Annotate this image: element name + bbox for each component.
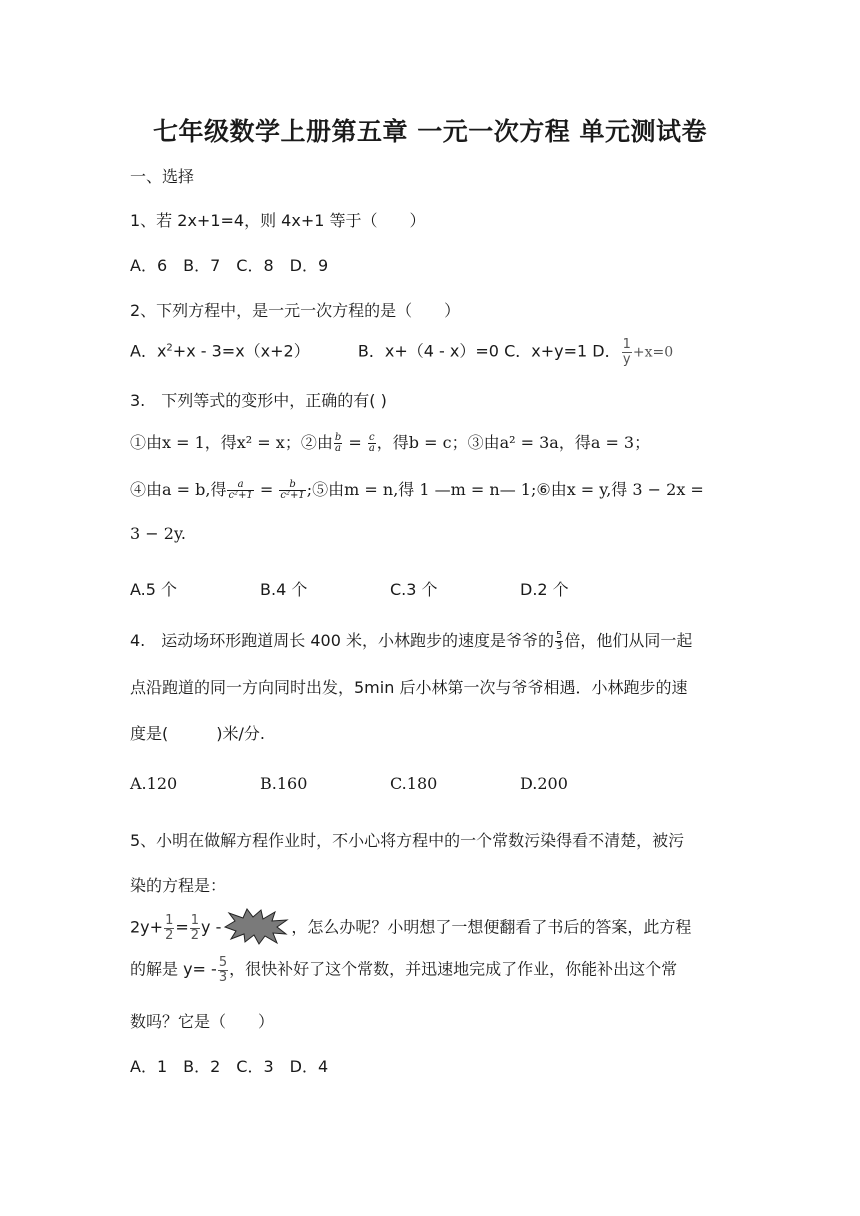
option-a-exponent: 2: [166, 342, 173, 354]
question-5-line-5: 数吗？它是（ ）: [130, 1012, 275, 1031]
option-c: C.3 个: [390, 580, 438, 599]
option-a-rest: +x - 3=x（x+2）: [172, 341, 310, 361]
question-1-stem: 1、若 2x+1=4，则 4x+1 等于（ ）: [130, 211, 426, 230]
option-b: B．x+（4 - x）=0: [357, 341, 499, 361]
option-d-prefix: D．: [592, 341, 621, 361]
question-5-line-2: 染的方程是：: [130, 876, 227, 895]
question-2-options: [130, 338, 673, 366]
option-a: A.120: [130, 774, 178, 793]
question-5-options: A．1 B．2 C．3 D．4: [130, 1057, 329, 1076]
option-d: D.200: [520, 774, 568, 793]
question-4-options: [130, 774, 568, 793]
fraction-b-over-c2: $\frac{b}{\text{c²+1}}$: [280, 478, 305, 501]
section-heading: 一、选择: [130, 167, 195, 186]
question-3-stem: 3. 下列等式的变形中，正确的有( ): [130, 391, 387, 410]
option-b: B.4 个: [260, 580, 308, 599]
question-4-line-1: 4. 运动场环形跑道周长 400 米，小林跑步的速度是爷爷的 $\frac{5}{3}$ 倍，他们从同一起: [130, 629, 693, 652]
page-title: 七年级数学上册第五章 一元一次方程 单元测试卷: [153, 117, 707, 146]
fraction-1-over-2-left: $\frac{1}{2}$: [165, 912, 174, 943]
question-3-line-2: ④由a = b,得 $\frac{a}{\text{c²+1}}$ = $\frac{b}{\text{c²+1}}$ ;⑤由m = n,得 1 —m = n— 1;⑥由x = y,得 3 − 2x =: [130, 478, 704, 501]
fraction-c-over-a: $\frac{c}{a}$: [368, 431, 375, 454]
question-2-stem: 2、下列方程中，是一元一次方程的是（ ）: [130, 301, 461, 320]
fraction-b-over-a: $\frac{b}{a}$: [334, 431, 342, 454]
question-5-line-4: 的解是 y= - $\frac{5}{3}$ ，很快补好了这个常数，并迅速地完成了作业，你能补出这个常: [130, 955, 678, 985]
ink-blot-icon: [223, 907, 289, 949]
question-4-line-2: 点沿跑道的同一方向同时出发，5min 后小林第一次与爷爷相遇．小林跑步的速: [130, 678, 688, 697]
option-c: C．x+y=1: [504, 341, 588, 361]
question-3-options: [130, 577, 569, 600]
option-d: D.2 个: [520, 580, 569, 599]
fraction-1-over-2-right: $\frac{1}{2}$: [190, 912, 200, 943]
fraction-5-over-3: $\frac{5}{3}$: [555, 629, 563, 652]
question-3-line-1: ①由x = 1，得x² = x；②由 $\frac{b}{a}$ = $\frac{c}{a}$ ，得b = c；③由a² = 3a，得a = 3；: [130, 431, 651, 454]
question-1-options: A．6 B．7 C．8 D．9: [130, 256, 329, 275]
fraction-a-over-c2: $\frac{a}{\text{c²+1}}$: [228, 478, 253, 501]
option-a-prefix: A．x: [130, 341, 167, 361]
question-5-line-1: 5、小明在做解方程作业时，不小心将方程中的一个常数污染得看不清楚，被污: [130, 831, 685, 850]
question-5-line-3: 2y+ $\frac{1}{2}$ = $\frac{1}{2}$ y - ，怎么办呢？小明想了一想便翻看了书后的答案，此方程: [130, 907, 691, 949]
option-a: A.5 个: [130, 580, 178, 599]
option-c: C.180: [390, 774, 438, 793]
option-d-fraction: $\frac{1}{y}$: [622, 337, 631, 367]
question-4-line-3: 度是( )米/分.: [130, 724, 265, 743]
fraction-5-over-3: $\frac{5}{3}$: [218, 955, 228, 985]
option-d-rest: +x=0: [632, 344, 674, 361]
option-b: B.160: [260, 774, 308, 793]
question-3-line-3: 3 − 2y.: [130, 524, 186, 543]
